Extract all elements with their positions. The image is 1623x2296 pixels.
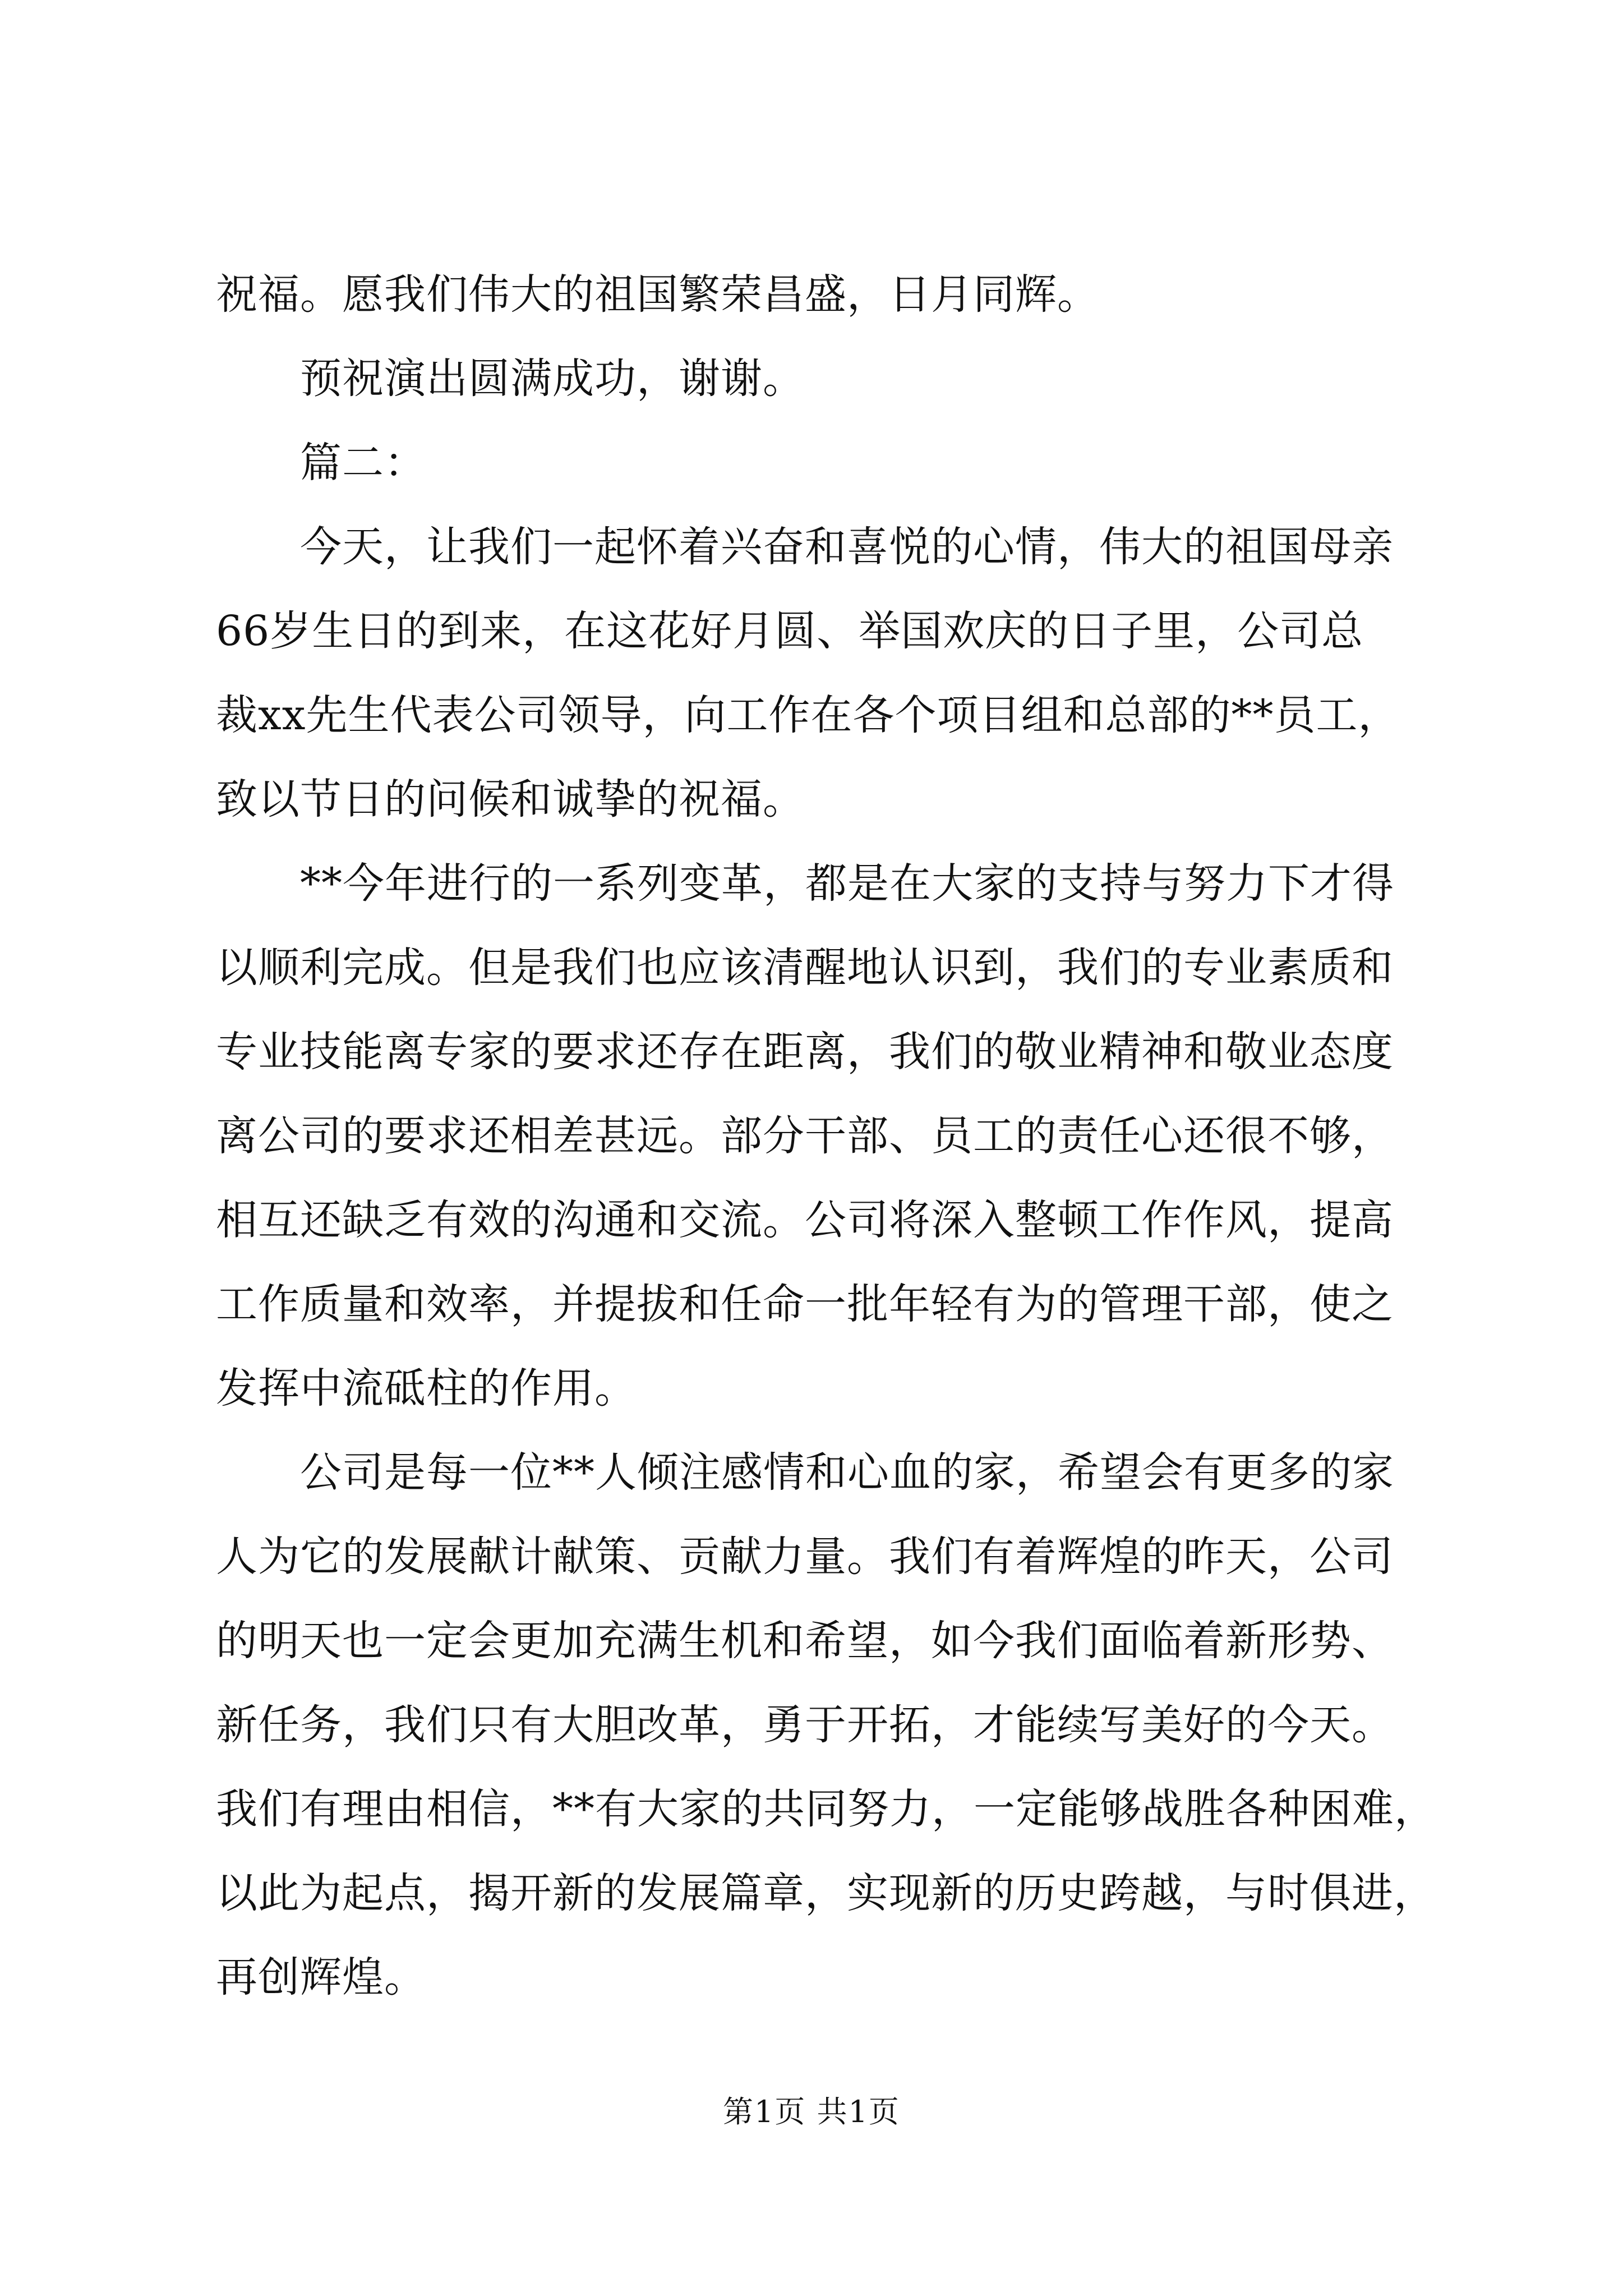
text-line: 我们有理由相信，**有大家的共同努力，一定能够战胜各种困难， — [216, 1785, 1436, 1833]
text-line: 再创辉煌。 — [216, 1953, 426, 2001]
text-line: 工作质量和效率，并提拔和任命一批年轻有为的管理干部，使之 — [216, 1280, 1394, 1328]
text-line: 相互还缺乏有效的沟通和交流。公司将深入整顿工作作风，提高 — [216, 1196, 1394, 1244]
text-line: 的明天也一定会更加充满生机和希望，如今我们面临着新形势、 — [216, 1617, 1394, 1665]
text-line: 裁xx先生代表公司领导，向工作在各个项目组和总部的**员工， — [216, 691, 1400, 739]
text-line: 致以节日的问候和诚挚的祝福。 — [216, 775, 805, 823]
text-line: 离公司的要求还相差甚远。部分干部、员工的责任心还很不够， — [216, 1112, 1394, 1160]
document-body — [216, 252, 1438, 2019]
text-line: 人为它的发展献计献策、贡献力量。我们有着辉煌的昨天，公司 — [216, 1533, 1394, 1581]
text-line: 专业技能离专家的要求还存在距离，我们的敬业精神和敬业态度 — [216, 1028, 1394, 1076]
text-line: 发挥中流砥柱的作用。 — [216, 1364, 637, 1412]
text-line: **今年进行的一系列变革，都是在大家的支持与努力下才得 — [300, 859, 1394, 908]
text-line: 公司是每一位**人倾注感情和心血的家，希望会有更多的家 — [300, 1448, 1394, 1497]
text-line: 以顺利完成。但是我们也应该清醒地认识到，我们的专业素质和 — [216, 944, 1394, 992]
text-line: 今天，让我们一起怀着兴奋和喜悦的心情，伟大的祖国母亲 — [300, 523, 1394, 571]
page-number-footer: 第1页 共1页 — [723, 2094, 900, 2129]
text-line: 祝福。愿我们伟大的祖国繁荣昌盛，日月同辉。 — [216, 270, 1099, 319]
text-line: 以此为起点，揭开新的发展篇章，实现新的历史跨越，与时俱进， — [216, 1869, 1436, 1917]
text-line: 预祝演出圆满成功，谢谢。 — [300, 355, 805, 403]
text-line: 新任务，我们只有大胆改革，勇于开拓，才能续写美好的今天。 — [216, 1701, 1394, 1749]
text-line: 66岁生日的到来，在这花好月圆、举国欢庆的日子里，公司总 — [216, 607, 1364, 655]
section-heading: 篇二： — [300, 439, 426, 487]
